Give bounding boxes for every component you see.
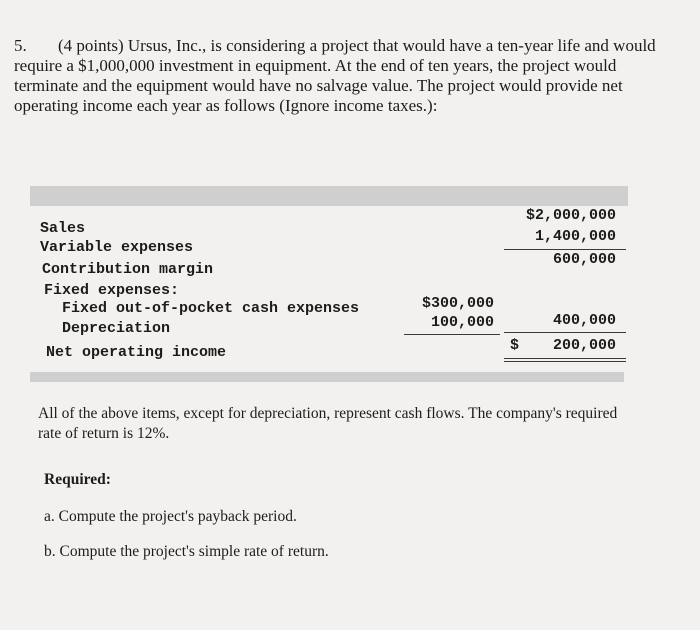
required-b: b. Compute the project's simple rate of return. bbox=[44, 543, 329, 560]
row-fixed-label: Fixed expenses: bbox=[44, 282, 180, 299]
note-line-2: rate of return is 12%. bbox=[38, 425, 170, 442]
row-net-label: Net operating income bbox=[46, 344, 227, 361]
row-contribution-amount: 600,000 bbox=[552, 251, 616, 268]
row-fixed-oop-label: Fixed out-of-pocket cash expenses bbox=[62, 300, 360, 317]
row-variable-label: Variable expenses bbox=[40, 239, 194, 256]
rule-under-depreciation-col2 bbox=[504, 332, 626, 333]
rule-under-variable bbox=[504, 249, 626, 250]
question-line-3: terminate and the equipment would have no salvage value. The project would provide net bbox=[14, 76, 623, 95]
rule-under-net-2 bbox=[504, 361, 626, 362]
required-a: a. Compute the project's payback period. bbox=[44, 508, 297, 525]
row-depreciation-col1: 100,000 bbox=[430, 314, 494, 331]
row-contribution-label: Contribution margin bbox=[42, 261, 214, 278]
row-depreciation-label: Depreciation bbox=[62, 320, 171, 337]
row-net-amount: 200,000 bbox=[552, 337, 616, 354]
row-net-dollar: $ bbox=[510, 337, 520, 354]
table-footer-band bbox=[30, 372, 624, 382]
row-sales-label: Sales bbox=[40, 220, 86, 237]
rule-under-net-1 bbox=[504, 358, 626, 359]
row-sales-amount: $2,000,000 bbox=[525, 207, 616, 224]
question-text bbox=[14, 36, 694, 116]
table-header-band bbox=[30, 186, 628, 206]
question-line-2: require a $1,000,000 investment in equipment. At the end of ten years, the project would bbox=[14, 56, 617, 75]
question-number: 5. bbox=[14, 36, 27, 55]
row-depreciation-col2: 400,000 bbox=[552, 312, 616, 329]
required-heading: Required: bbox=[44, 471, 111, 488]
note-line-1: All of the above items, except for depreciation, represent cash flows. The company's required bbox=[38, 405, 618, 422]
question-line-1: 5. (4 points) Ursus, Inc., is considering a project that would have a ten-year life and would bbox=[14, 36, 656, 55]
rule-under-depreciation-col1 bbox=[404, 334, 500, 335]
question-line-4: operating income each year as follows (Ignore income taxes.): bbox=[14, 96, 438, 115]
row-fixed-oop-amount: $300,000 bbox=[421, 295, 494, 312]
row-variable-amount: 1,400,000 bbox=[534, 228, 616, 245]
